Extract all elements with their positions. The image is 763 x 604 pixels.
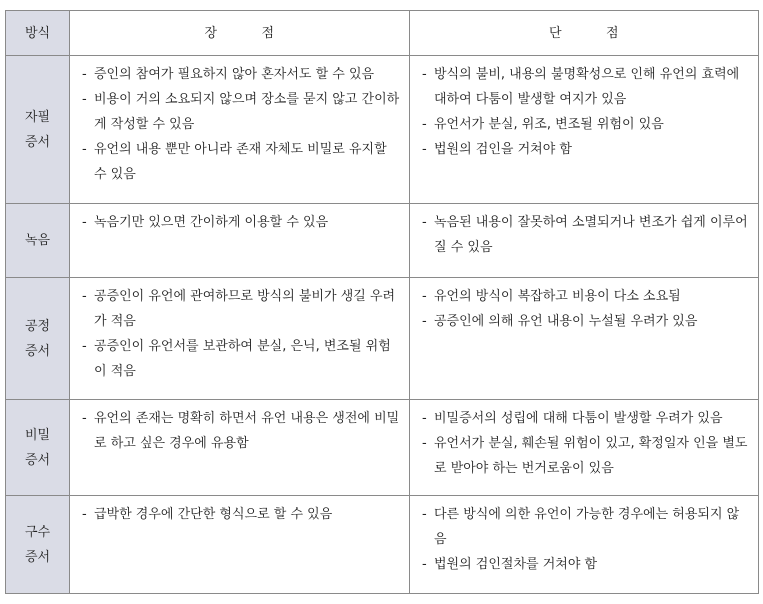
method-cell — [6, 278, 70, 400]
cons-item: - 방식의 불비, 내용의 불명확성으로 인해 유언의 효력에 대하여 다툼이 발생할 여지가 있음 — [422, 62, 750, 112]
cons-cell — [410, 278, 759, 400]
table-row-secret — [6, 400, 759, 496]
method-cell — [6, 400, 70, 496]
pros-cell — [70, 56, 410, 204]
table-row-oral — [6, 496, 759, 594]
method-line: 증서 — [24, 343, 51, 359]
cons-item: - 녹음된 내용이 잘못하여 소멸되거나 변조가 쉽게 이루어질 수 있음 — [422, 210, 750, 260]
pros-item: - 공증인이 유언서를 보관하여 분실, 은닉, 변조될 위험이 적음 — [82, 334, 401, 384]
table-row-recording — [6, 204, 759, 278]
cons-cell — [410, 400, 759, 496]
will-methods-table — [5, 10, 759, 594]
pros-cell — [70, 400, 410, 496]
pros-cell — [70, 204, 410, 278]
cons-item: - 유언서가 분실, 위조, 변조될 위험이 있음 — [422, 112, 750, 137]
pros-header-left: 장 — [204, 25, 218, 41]
method-line: 녹음 — [24, 233, 51, 248]
method-line: 증서 — [24, 549, 51, 565]
method-line: 공정 — [24, 318, 51, 334]
method-cell — [6, 56, 70, 204]
pros-item: - 유언의 존재는 명확히 하면서 유언 내용은 생전에 비밀로 하고 싶은 경우에 유용함 — [82, 406, 401, 456]
method-cell — [6, 496, 70, 594]
cons-item: - 비밀증서의 성립에 대해 다툼이 발생할 우려가 있음 — [422, 406, 750, 431]
cons-item: - 공증인에 의해 유언 내용이 누설될 우려가 있음 — [422, 309, 750, 334]
cons-header — [410, 11, 759, 56]
cons-header-left: 단 — [548, 25, 562, 41]
method-line: 증서 — [24, 452, 51, 468]
cons-header-right: 점 — [606, 25, 620, 41]
cons-item: - 법원의 검인절차를 거쳐야 함 — [422, 552, 750, 577]
cons-cell — [410, 204, 759, 278]
pros-header-right: 점 — [261, 25, 275, 41]
cons-cell — [410, 56, 759, 204]
cons-item: - 유언의 방식이 복잡하고 비용이 다소 소요됨 — [422, 284, 750, 309]
table-row-notarial — [6, 278, 759, 400]
method-cell — [6, 204, 70, 278]
pros-header — [70, 11, 410, 56]
pros-cell — [70, 278, 410, 400]
method-line: 구수 — [24, 524, 51, 540]
method-line: 비밀 — [24, 427, 51, 443]
pros-item: - 유언의 내용 뿐만 아니라 존재 자체도 비밀로 유지할 수 있음 — [82, 137, 401, 187]
cons-cell — [410, 496, 759, 594]
cons-item: - 법원의 검인을 거쳐야 함 — [422, 137, 750, 162]
pros-item: - 녹음기만 있으면 간이하게 이용할 수 있음 — [82, 210, 401, 235]
cons-item: - 다른 방식에 의한 유언이 가능한 경우에는 허용되지 않음 — [422, 502, 750, 552]
method-header: 방식 — [6, 11, 70, 56]
method-line: 자필 — [24, 109, 51, 125]
table-row-holographic — [6, 56, 759, 204]
pros-item: - 증인의 참여가 필요하지 않아 혼자서도 할 수 있음 — [82, 62, 401, 87]
pros-item: - 공증인이 유언에 관여하므로 방식의 불비가 생길 우려가 적음 — [82, 284, 401, 334]
pros-item: - 비용이 거의 소요되지 않으며 장소를 묻지 않고 간이하게 작성할 수 있음 — [82, 87, 401, 137]
method-line: 증서 — [24, 134, 51, 150]
cons-item: - 유언서가 분실, 훼손될 위험이 있고, 확정일자 인을 별도로 받아야 하는 번거로움이 있음 — [422, 431, 750, 481]
header-row — [6, 11, 759, 56]
pros-cell — [70, 496, 410, 594]
pros-item: - 급박한 경우에 간단한 형식으로 할 수 있음 — [82, 502, 401, 527]
